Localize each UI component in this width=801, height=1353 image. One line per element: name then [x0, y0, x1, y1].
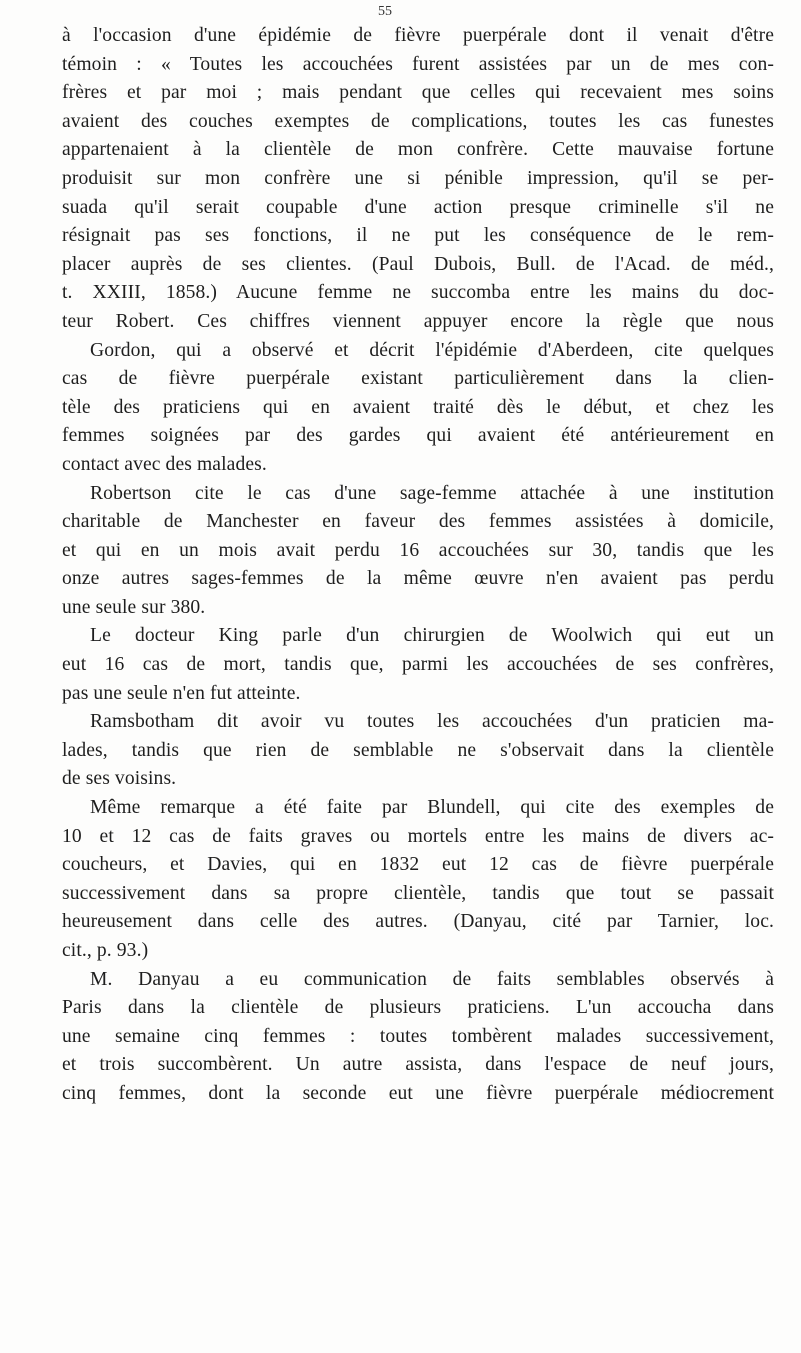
text-line: avaient des couches exemptes de complications, toutes les cas funestes — [62, 110, 774, 132]
text-line: Même remarque a été faite par Blundell, qui cite des exemples de — [90, 797, 774, 819]
text-line: placer auprès de ses clientes. (Paul Dubois, Bull. de l'Acad. de méd., — [62, 253, 774, 275]
text-line: frères et par moi ; mais pendant que celles qui recevaient mes soins — [62, 82, 774, 104]
text-line: Ramsbotham dit avoir vu toutes les accouchées d'un praticien ma- — [90, 711, 774, 733]
text-line: et qui en un mois avait perdu 16 accouchées sur 30, tandis que les — [62, 539, 774, 561]
text-line: Le docteur King parle d'un chirurgien de Woolwich qui eut un — [90, 625, 774, 647]
text-line: suada qu'il serait coupable d'une action presque criminelle s'il ne — [62, 196, 774, 218]
text-line: à l'occasion d'une épidémie de fièvre puerpérale dont il venait d'être — [62, 25, 774, 46]
text-line: appartenaient à la clientèle de mon confrère. Cette mauvaise fortune — [62, 139, 774, 161]
body-text — [62, 22, 774, 1109]
text-line: teur Robert. Ces chiffres viennent appuyer encore la règle que nous — [62, 310, 774, 332]
text-line: tèle des praticiens qui en avaient traité dès le début, et chez les — [62, 396, 774, 418]
text-line: résignait pas ses fonctions, il ne put les conséquence de le rem- — [62, 225, 774, 247]
text-line: 10 et 12 cas de faits graves ou mortels entre les mains de divers ac- — [62, 825, 774, 847]
text-line: cas de fièvre puerpérale existant particulièrement dans la clien- — [62, 368, 774, 390]
text-line: cinq femmes, dont la seconde eut une fièvre puerpérale médiocrement — [62, 1082, 774, 1104]
text-line: pas une seule n'en fut atteinte. — [62, 682, 301, 704]
text-line: de ses voisins. — [62, 768, 177, 790]
text-line: contact avec des malades. — [62, 453, 267, 475]
text-line: coucheurs, et Davies, qui en 1832 eut 12 cas de fièvre puerpérale — [62, 854, 774, 876]
text-line: eut 16 cas de mort, tandis que, parmi les accouchées de ses confrères, — [62, 654, 774, 676]
text-line: et trois succombèrent. Un autre assista, dans l'espace de neuf jours, — [62, 1054, 774, 1076]
text-line: t. XXIII, 1858.) Aucune femme ne succomba entre les mains du doc- — [62, 282, 774, 304]
text-line: lades, tandis que rien de semblable ne s'observait dans la clientèle — [62, 739, 774, 761]
page-number: 55 — [378, 4, 392, 19]
text-line: produisit sur mon confrère une si pénible impression, qu'il se per- — [62, 167, 774, 189]
text-line: M. Danyau a eu communication de faits semblables observés à — [90, 968, 774, 990]
text-line: onze autres sages-femmes de la même œuvre n'en avaient pas perdu — [62, 568, 774, 590]
text-line: Robertson cite le cas d'une sage-femme attachée à une institution — [90, 482, 774, 504]
text-line: Gordon, qui a observé et décrit l'épidémie d'Aberdeen, cite quelques — [90, 339, 774, 361]
text-line: une seule sur 380. — [62, 596, 206, 618]
text-line: Paris dans la clientèle de plusieurs praticiens. L'un accoucha dans — [62, 997, 774, 1019]
text-line: charitable de Manchester en faveur des femmes assistées à domicile, — [62, 511, 774, 533]
text-line: cit., p. 93.) — [62, 940, 149, 961]
text-line: successivement dans sa propre clientèle, tandis que tout se passait — [62, 882, 774, 904]
text-line: témoin : « Toutes les accouchées furent assistées par un de mes con- — [62, 53, 774, 75]
text-line: heureusement dans celle des autres. (Danyau, cité par Tarnier, loc. — [62, 911, 774, 933]
text-line: une semaine cinq femmes : toutes tombèrent malades successivement, — [62, 1025, 774, 1047]
text-line: femmes soignées par des gardes qui avaient été antérieurement en — [62, 425, 774, 447]
